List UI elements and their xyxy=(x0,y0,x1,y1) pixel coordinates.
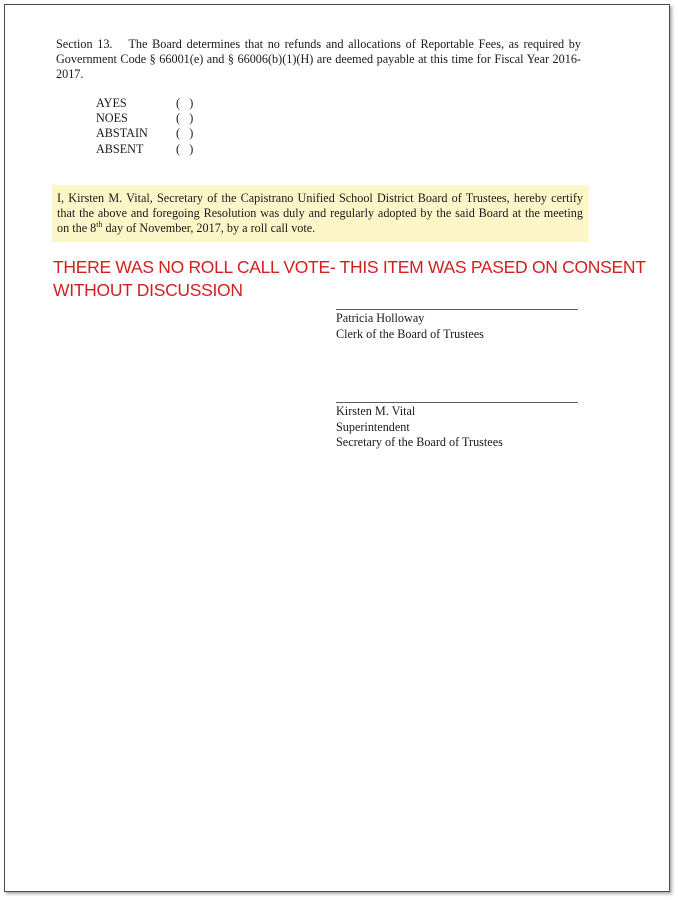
page-content xyxy=(5,5,669,891)
certification-paragraph xyxy=(52,185,589,242)
red-annotation xyxy=(53,256,653,302)
section-13-paragraph xyxy=(56,37,581,83)
section-text: The Board determines that no refunds and allocations of Reportable Fees, as required by Government Code § 66001(e) and § 66006(b)(1)(H) are deemed payable at this time for Fiscal Year 2016-2017. xyxy=(56,37,581,82)
vote-label: AYES xyxy=(96,96,127,110)
vote-value: ( ) xyxy=(176,111,194,126)
signatory-name: Patricia Holloway xyxy=(336,311,425,325)
certification-text-after: day of November, 2017, by a roll call vote. xyxy=(102,221,316,236)
vote-row-absent xyxy=(96,142,206,157)
document-page xyxy=(4,4,670,892)
vote-label: ABSTAIN xyxy=(96,126,148,141)
vote-tally xyxy=(96,96,206,157)
signature-line-secretary xyxy=(336,402,578,403)
vote-value: ( ) xyxy=(176,96,194,110)
section-label: Section 13. xyxy=(56,37,113,51)
signatory-title: Superintendent xyxy=(336,419,410,434)
signatory-name: Kirsten M. Vital xyxy=(336,404,416,418)
vote-value: ( ) xyxy=(176,141,194,156)
vote-label: ABSENT xyxy=(96,141,144,156)
annotation-line-2: WITHOUT DISCUSSION xyxy=(53,280,243,300)
annotation-line-1: THERE WAS NO ROLL CALL VOTE- THIS ITEM WAS PASED ON CONSENT xyxy=(53,257,646,277)
signature-block-clerk xyxy=(336,311,484,342)
certification-text-before: I, Kirsten M. Vital, Secretary of the Capistrano Unified School District Board of Trustees, hereby certify that the above and foregoing Resolution was duly and regularly adopted by the said Board at the meeting on the 8 xyxy=(57,191,583,236)
vote-value: ( ) xyxy=(176,126,194,141)
ordinal-superscript: th xyxy=(96,220,103,230)
vote-row-noes xyxy=(96,111,206,126)
signature-block-secretary xyxy=(336,404,503,451)
signature-line-clerk xyxy=(336,309,578,310)
vote-row-abstain xyxy=(96,126,206,141)
vote-label: NOES xyxy=(96,111,128,126)
signatory-title: Secretary of the Board of Trustees xyxy=(336,435,503,449)
vote-row-ayes xyxy=(96,96,206,111)
signatory-title: Clerk of the Board of Trustees xyxy=(336,326,484,341)
